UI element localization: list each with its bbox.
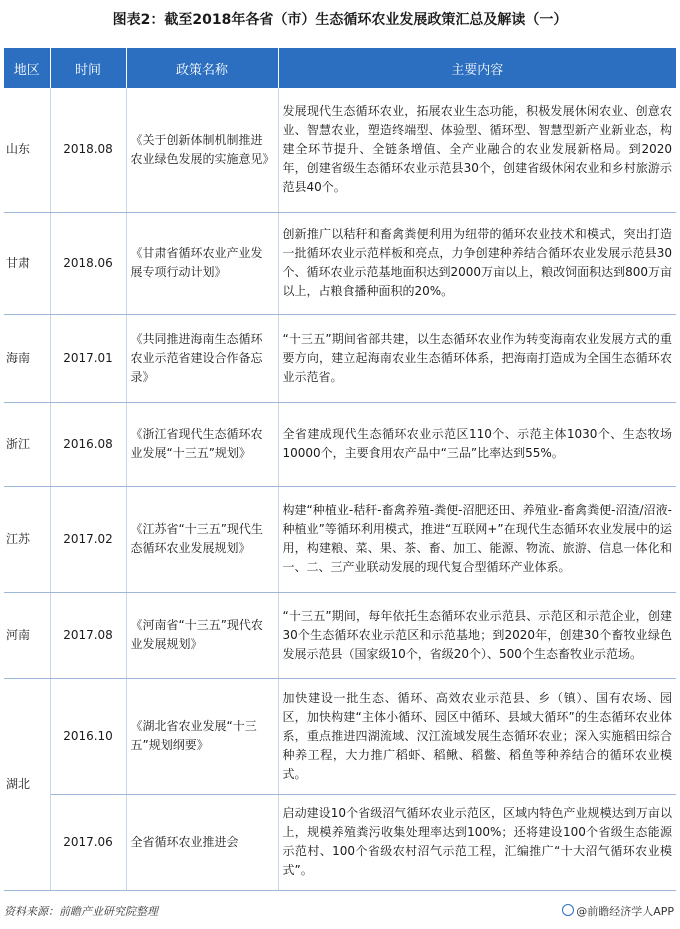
content-cell: 全省建成现代生态循环农业示范区110个、示范主体1030个、生态牧场10000个，主要食用农产品中“三品”比率达到55%。 xyxy=(278,402,676,486)
policy-cell: 《江苏省“十三五”现代生态循环农业发展规划》 xyxy=(126,486,278,592)
policy-cell: 《河南省“十三五”现代农业发展规划》 xyxy=(126,592,278,678)
brand-label: @前瞻经济学人APP xyxy=(576,905,674,918)
source-note: 资料来源：前瞻产业研究院整理 xyxy=(4,905,158,918)
content-cell: 创新推广以秸秆和畜禽粪便利用为纽带的循环农业技术和模式，突出打造一批循环农业示范样板和亮点，力争创建种养结合循环农业发展示范县30个、循环农业示范基地面积达到2000万亩以上，粮改饲面积达到800万亩以上，占粮食播种面积的20%。 xyxy=(278,212,676,314)
region-cell: 山东 xyxy=(4,88,50,212)
table-row xyxy=(4,794,676,890)
region-cell: 江苏 xyxy=(4,486,50,592)
policy-cell: 《湖北省农业发展“十三五”规划纲要》 xyxy=(126,678,278,794)
content-cell: “十三五”期间，每年依托生态循环农业示范县、示范区和示范企业，创建30个生态循环农业示范区和示范基地；到2020年，创建30个畜牧业绿色发展示范县（国家级10个，省级20个）、500个生态畜牧业示范场。 xyxy=(278,592,676,678)
table-row xyxy=(4,88,676,212)
content-cell: “十三五”期间省部共建，以生态循环农业作为转变海南农业发展方式的重要方向，建立起海南农业生态循环体系，把海南打造成为全国生态循环农业示范省。 xyxy=(278,314,676,402)
time-cell: 2017.08 xyxy=(50,592,126,678)
chart-title: 图表2：截至2018年各省（市）生态循环农业发展政策汇总及解读（一） xyxy=(112,12,568,28)
policy-table xyxy=(4,48,676,891)
content-cell: 启动建设10个省级沼气循环农业示范区，区域内特色产业规模达到万亩以上，规模养殖粪污收集处理率达到100%；还将建设100个省级生态能源示范村、100个省级农村沼气示范工程，汇编推广“十大沼气循环农业模式”。 xyxy=(278,794,676,890)
region-cell: 浙江 xyxy=(4,402,50,486)
time-cell: 2016.10 xyxy=(50,678,126,794)
footer xyxy=(0,900,680,922)
time-cell: 2017.02 xyxy=(50,486,126,592)
table-row xyxy=(4,592,676,678)
policy-cell: 《浙江省现代生态循环农业发展“十三五”规划》 xyxy=(126,402,278,486)
time-cell: 2018.06 xyxy=(50,212,126,314)
header-content: 主要内容 xyxy=(278,48,676,88)
header-region: 地区 xyxy=(4,48,50,88)
table-row xyxy=(4,314,676,402)
region-cell: 河南 xyxy=(4,592,50,678)
policy-cell: 《甘肃省循环农业产业发展专项行动计划》 xyxy=(126,212,278,314)
policy-cell: 《关于创新体制机制推进农业绿色发展的实施意见》 xyxy=(126,88,278,212)
table-header-row xyxy=(4,48,676,88)
brand-logo-icon xyxy=(562,904,574,916)
content-cell: 构建“种植业-秸秆-畜禽养殖-粪便-沼肥还田、养殖业-畜禽粪便-沼渣/沼液-种植业”等循环利用模式，推进“互联网+”在现代生态循环农业发展中的运用，构建粮、菜、果、茶、畜、加工、能源、物流、旅游、信息一体化和一、二、三产业联动发展的现代复合型循环产业体系。 xyxy=(278,486,676,592)
region-cell: 湖北 xyxy=(4,678,50,890)
header-policy: 政策名称 xyxy=(126,48,278,88)
region-cell: 甘肃 xyxy=(4,212,50,314)
table-row xyxy=(4,678,676,794)
brand-credit xyxy=(562,903,674,919)
region-cell: 海南 xyxy=(4,314,50,402)
time-cell: 2016.08 xyxy=(50,402,126,486)
policy-cell: 全省循环农业推进会 xyxy=(126,794,278,890)
content-cell: 加快建设一批生态、循环、高效农业示范县、乡（镇）、国有农场、园区，加快构建“主体小循环、园区中循环、县域大循环”的生态循环农业体系，重点推进四湖流域、汉江流域发展生态循环农业；深入实施稻田综合种养工程，大力推广稻虾、稻鳅、稻鳖、稻鱼等种养结合的循环农业模式。 xyxy=(278,678,676,794)
table-row xyxy=(4,402,676,486)
policy-cell: 《共同推进海南生态循环农业示范省建设合作备忘录》 xyxy=(126,314,278,402)
time-cell: 2018.08 xyxy=(50,88,126,212)
table-row xyxy=(4,486,676,592)
time-cell: 2017.01 xyxy=(50,314,126,402)
header-time: 时间 xyxy=(50,48,126,88)
content-cell: 发展现代生态循环农业，拓展农业生态功能，积极发展休闲农业、创意农业、智慧农业，塑造终端型、体验型、循环型、智慧型新产业新业态，构建全环节提升、全链条增值、全产业融合的农业发展新格局。到2020年，创建省级生态循环农业示范县30个，创建省级休闲农业和乡村旅游示范县40个。 xyxy=(278,88,676,212)
table-row xyxy=(4,212,676,314)
time-cell: 2017.06 xyxy=(50,794,126,890)
